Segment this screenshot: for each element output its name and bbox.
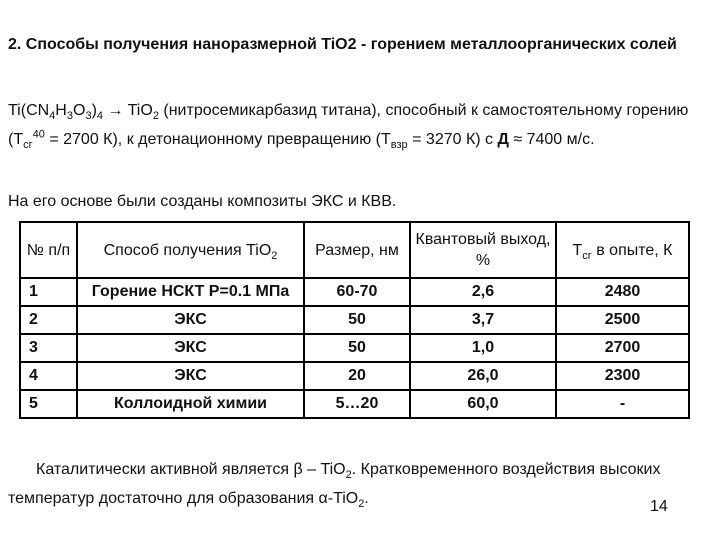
cell-temp: - [556, 390, 689, 418]
conclusion-text: Каталитически активной является β – TiO [36, 461, 346, 478]
cell-method: Коллоидной химии [77, 390, 304, 418]
header-temp-t: Т [572, 241, 583, 259]
temp-subscript: сг [23, 139, 33, 152]
cell-size: 5…20 [304, 390, 410, 418]
formula-subscript: 4 [96, 110, 104, 123]
table-row [20, 306, 689, 334]
slide-title: 2. Способы получения наноразмерной TiO2 - горением металлоорганических солей [8, 36, 677, 53]
cell-method: ЭКС [77, 306, 304, 334]
cell-size: 50 [304, 334, 410, 362]
basis-paragraph: На его основе были созданы композиты ЭКС и КВВ. [8, 193, 397, 210]
formula-subscript: 3 [66, 110, 73, 123]
results-table [19, 221, 690, 419]
cell-num: 2 [20, 306, 77, 334]
conclusion-subscript: 2 [358, 498, 365, 511]
cell-temp: 2300 [556, 362, 689, 390]
intro-description: (нитросемикарбазид титана), способный к самостоятельному горению (Т [8, 102, 689, 148]
header-temp-text: в опыте, К [596, 241, 673, 259]
header-method-sub: 2 [271, 249, 278, 262]
header-num: № п/п [20, 222, 77, 278]
intro-temp-text: = 2700 К), к детонационному превращению (Т [49, 131, 391, 148]
header-temp [556, 222, 689, 278]
conclusion-paragraph [8, 455, 708, 513]
detonation-label: Д [497, 131, 509, 148]
intro-temp-text: = 3270 К) с [412, 131, 494, 148]
cell-size: 60-70 [304, 278, 410, 306]
temp-superscript: 40 [32, 128, 45, 141]
header-method-text: Способ получения TiO [103, 241, 272, 259]
intro-paragraph [8, 96, 708, 154]
cell-method: ЭКС [77, 334, 304, 362]
formula-part: ) [91, 102, 97, 119]
conclusion-text: . [364, 490, 369, 507]
cell-num: 1 [20, 278, 77, 306]
cell-size: 20 [304, 362, 410, 390]
cell-method: ЭКС [77, 362, 304, 390]
page-number: 14 [650, 498, 668, 515]
cell-yield: 1,0 [410, 334, 556, 362]
cell-temp: 2700 [556, 334, 689, 362]
cell-method: Горение НСКТ Р=0.1 МПа [77, 278, 304, 306]
detonation-value: ≈ 7400 м/с. [513, 131, 595, 148]
cell-yield: 60,0 [410, 390, 556, 418]
table-row [20, 278, 689, 306]
cell-num: 5 [20, 390, 77, 418]
header-yield: Квантовый выход, % [410, 222, 556, 278]
conclusion-text: . Кратковременного воздействия высоких температур достаточно для образования α-TiO [8, 461, 661, 507]
cell-num: 3 [20, 334, 77, 362]
formula-part: Ti(CN [8, 102, 50, 119]
formula-product: → TiO [107, 102, 153, 119]
formula-part: O [72, 102, 86, 119]
table-row [20, 362, 689, 390]
formula-subscript: 4 [49, 110, 56, 123]
table-row [20, 334, 689, 362]
cell-yield: 3,7 [410, 306, 556, 334]
header-temp-sub: сг [582, 249, 592, 262]
temp-subscript: взр [390, 139, 408, 152]
cell-size: 50 [304, 306, 410, 334]
cell-num: 4 [20, 362, 77, 390]
formula-subscript: 2 [152, 110, 159, 123]
table-header-row [20, 222, 689, 278]
header-size: Размер, нм [304, 222, 410, 278]
cell-yield: 26,0 [410, 362, 556, 390]
cell-temp: 2500 [556, 306, 689, 334]
header-method [77, 222, 304, 278]
table-row [20, 390, 689, 418]
cell-yield: 2,6 [410, 278, 556, 306]
conclusion-subscript: 2 [345, 469, 352, 482]
formula-subscript: 3 [85, 110, 92, 123]
cell-temp: 2480 [556, 278, 689, 306]
formula-part: H [55, 102, 67, 119]
